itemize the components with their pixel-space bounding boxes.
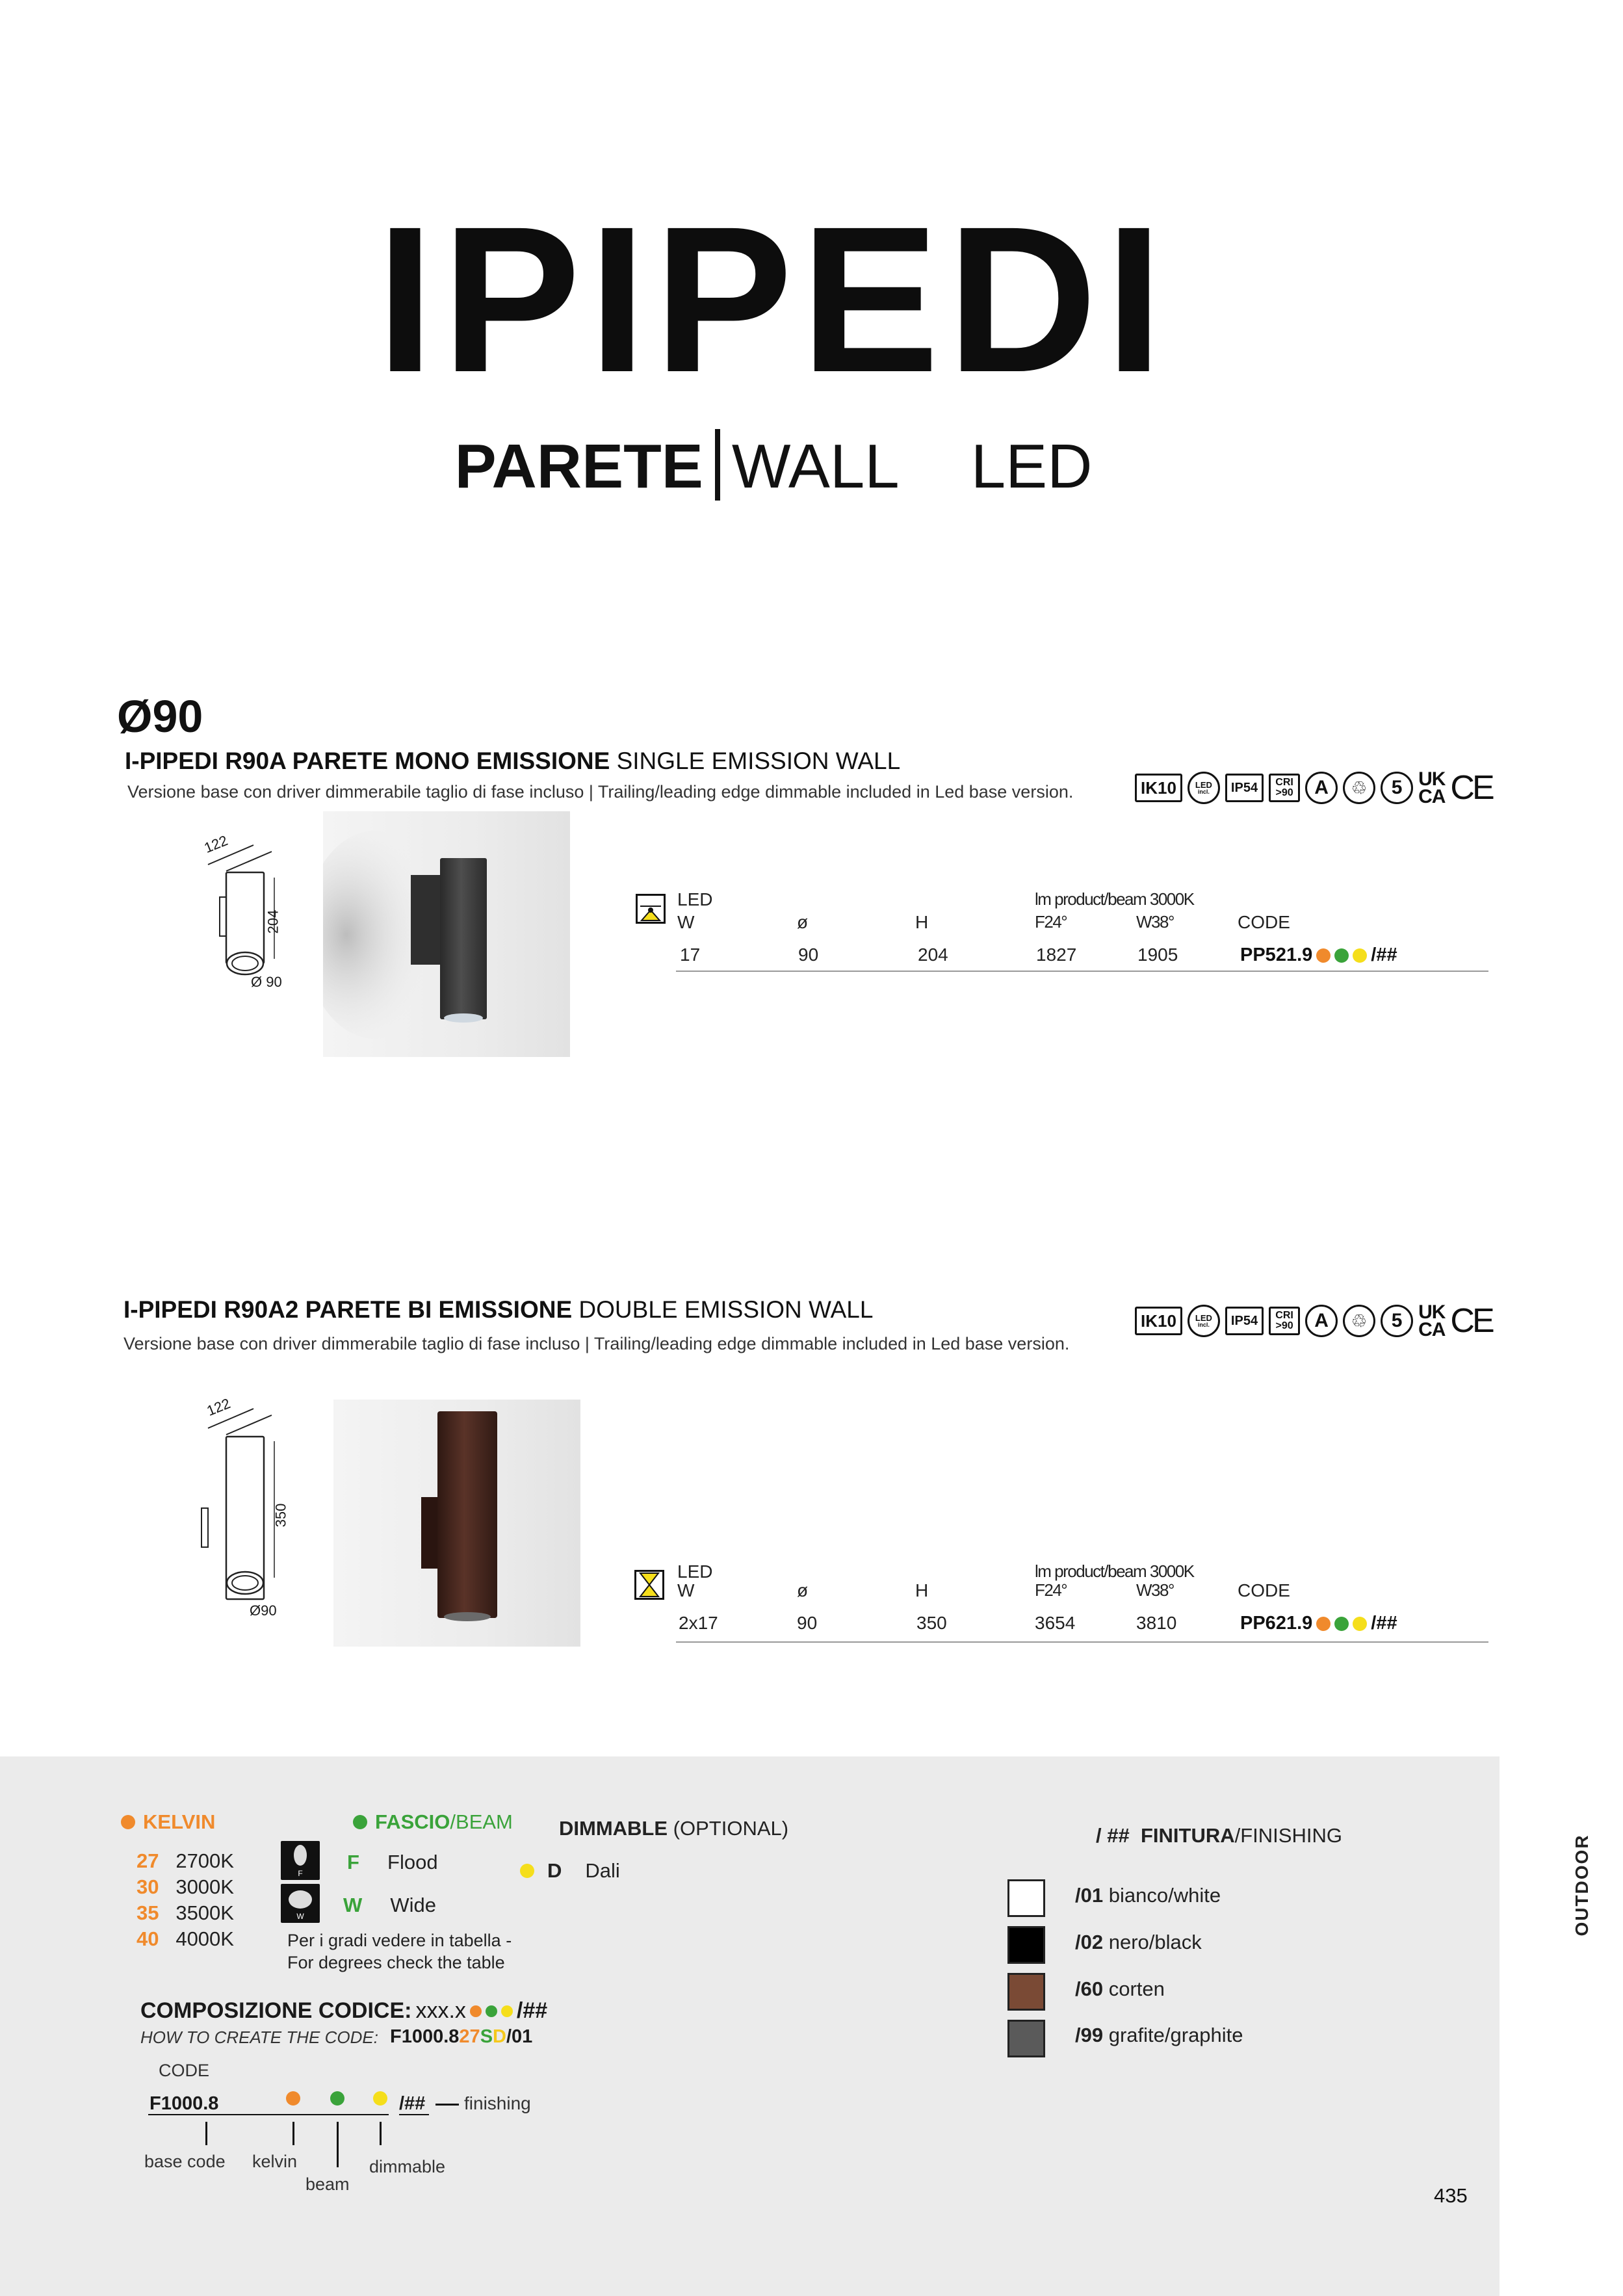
double-emission-icon (634, 1570, 664, 1600)
product-2-photo (333, 1400, 580, 1647)
ukca-icon: UK CA (1418, 1301, 1446, 1340)
product-1-title-bold: I-PIPEDI R90A PARETE MONO EMISSIONE (125, 748, 610, 774)
side-label: OUTDOOR (1572, 1834, 1592, 1937)
kelvin-item: 30 3000K (136, 1875, 234, 1898)
spec-header-wide: W38° (1136, 912, 1174, 932)
product-1-code: PP521.9 (1240, 945, 1313, 965)
product-1-photo (323, 811, 570, 1057)
product-1-spec-table (630, 887, 1495, 978)
finish-suffix: /## (1371, 1613, 1397, 1634)
spec-header-h: H (915, 912, 929, 932)
product-1-title-regular: SINGLE EMISSION WALL (616, 748, 901, 774)
beam-note-line-2: For degrees check the table (287, 1953, 505, 1972)
flood-beam-icon (281, 1841, 320, 1880)
diagram-finish-label: finishing (464, 2093, 531, 2113)
beam-note (287, 1929, 512, 1974)
product-1-width-label: 122 (201, 832, 230, 857)
diagram-kelvin-dot (286, 2091, 300, 2106)
kelvin-dot (121, 1815, 135, 1829)
finish-swatch-black (1007, 1926, 1045, 1964)
ik10-icon: IK10 (1135, 1307, 1182, 1335)
ukca-icon: UK CA (1418, 768, 1446, 807)
product-2-height-label: 350 (272, 1503, 289, 1528)
warranty-5-icon: 5 (1381, 772, 1413, 804)
spec-value-w: 17 (680, 945, 701, 965)
diagram-finish-underline (399, 2114, 429, 2115)
spec-header-flood: F24° (1035, 912, 1067, 932)
diagram-beam-dot (330, 2091, 344, 2106)
spec-rule (676, 971, 1488, 972)
subtitle-led: LED (970, 432, 1093, 501)
spec-header-h: H (915, 1580, 929, 1600)
finish-suffix: /## (1371, 945, 1397, 965)
product-2-certifications (1135, 1302, 1492, 1340)
product-1-description: Versione base con driver dimmerabile taglio di fase incluso | Trailing/leading edge dimmable included in Led base version. (127, 782, 1074, 802)
subtitle-parete: PARETE (454, 432, 703, 501)
led-included-icon: LED incl. (1188, 772, 1220, 804)
kelvin-dot (1316, 1617, 1331, 1631)
kelvin-item: 35 3500K (136, 1901, 234, 1924)
diagram-tick-kelvin (292, 2122, 294, 2145)
kelvin-dot (1316, 948, 1331, 963)
spec-header-lumen: lm product/beam 3000K (1035, 1561, 1194, 1581)
diagram-code-label: CODE (159, 2061, 210, 2080)
spec-header-w: W (677, 1580, 695, 1600)
finish-item-graphite: /99 grafite/graphite (1075, 2024, 1243, 2046)
product-2-description: Versione base con driver dimmerabile taglio di fase incluso | Trailing/leading edge dimmable included in Led base version. (123, 1334, 1070, 1353)
spec-header-wide: W38° (1136, 1580, 1174, 1600)
product-2-width-label: 122 (204, 1395, 233, 1420)
page-title: IPIPEDI (376, 183, 1171, 415)
finish-item-corten: /60 corten (1075, 1977, 1165, 2000)
beam-dot (1334, 948, 1349, 963)
energy-class-icon: A (1305, 1305, 1338, 1337)
spec-value-diameter: 90 (798, 945, 819, 965)
subtitle-separator (715, 429, 720, 501)
dimmable-dot (1353, 948, 1367, 963)
dimmable-dot (1353, 1617, 1367, 1631)
diagram-tick-base (205, 2122, 207, 2145)
finish-swatch-graphite (1007, 2020, 1045, 2057)
kelvin-list (136, 1848, 234, 1952)
product-2-code: PP621.9 (1240, 1613, 1313, 1634)
dimmable-dot (520, 1864, 534, 1878)
beam-note-line-1: Per i gradi vedere in tabella - (287, 1931, 512, 1950)
beam-dot (486, 2005, 497, 2017)
led-included-icon: LED incl. (1188, 1305, 1220, 1337)
spec-value-wide: 3810 (1136, 1613, 1177, 1633)
diagram-tick-dimmable (380, 2122, 382, 2145)
dimmable-legend-title: DIMMABLE (OPTIONAL) (559, 1817, 789, 1840)
recycle-icon: ♲ (1343, 1305, 1375, 1337)
product-2-diameter-label: Ø90 (250, 1602, 277, 1619)
product-1-certifications (1135, 769, 1492, 807)
finish-legend-title: / ## FINITURA/FINISHING (1096, 1824, 1342, 1847)
beam-dot (1334, 1617, 1349, 1631)
diagram-finish-code: /## (399, 2093, 426, 2114)
wide-beam-icon (281, 1884, 320, 1923)
howto-label: HOW TO CREATE THE CODE: (140, 2028, 378, 2047)
ik10-icon: IK10 (1135, 774, 1182, 802)
diagram-base-label: base code (144, 2152, 226, 2171)
spec-rule (676, 1641, 1488, 1643)
spec-value-flood: 1827 (1036, 945, 1077, 965)
diagram-kelvin-label: kelvin (252, 2152, 298, 2171)
diagram-finish-dash (435, 2104, 459, 2106)
diagram-underline (148, 2114, 389, 2115)
ce-icon: CE (1450, 1302, 1492, 1340)
product-1-title (125, 748, 900, 775)
spec-value-code (1240, 1613, 1397, 1634)
warranty-5-icon: 5 (1381, 1305, 1413, 1337)
cri-icon: CRI >90 (1269, 1307, 1300, 1335)
ip54-icon: IP54 (1225, 774, 1264, 802)
diagram-tick-beam (337, 2122, 339, 2167)
diagram-beam-label: beam (305, 2174, 350, 2194)
spec-header-flood: F24° (1035, 1580, 1067, 1600)
spec-header-led: LED (677, 889, 713, 909)
ce-icon: CE (1450, 769, 1492, 807)
page-number: 435 (1434, 2184, 1468, 2207)
spec-header-w: W (677, 912, 695, 932)
spec-value-h: 204 (918, 945, 948, 965)
cri-icon: CRI >90 (1269, 774, 1300, 802)
product-2-dimension-drawing (188, 1394, 318, 1615)
dimmable-item-dali: D Dali (520, 1859, 620, 1883)
spec-value-diameter: 90 (797, 1613, 818, 1633)
spec-value-w: 2x17 (679, 1613, 718, 1633)
spec-header-lumen: lm product/beam 3000K (1035, 889, 1194, 909)
product-2-title-regular: DOUBLE EMISSION WALL (578, 1296, 874, 1323)
kelvin-dot (470, 2005, 482, 2017)
beam-legend-title: FASCIO/BEAM (353, 1810, 513, 1834)
kelvin-legend-title: KELVIN (121, 1810, 215, 1834)
diameter-heading: Ø90 (117, 691, 203, 742)
spec-header-diameter: ø (797, 1580, 809, 1600)
spec-header-code: CODE (1238, 1580, 1290, 1600)
page-subtitle (0, 429, 1547, 501)
spec-value-code (1240, 945, 1397, 966)
product-2-spec-table (630, 1556, 1495, 1647)
beam-item-wide: W Wide (343, 1894, 436, 1916)
beam-item-flood: F Flood (347, 1851, 438, 1873)
spec-header-code: CODE (1238, 912, 1290, 932)
product-1-height-label: 204 (265, 909, 281, 934)
energy-class-icon: A (1305, 772, 1338, 804)
product-2-title-bold: I-PIPEDI R90A2 PARETE BI EMISSIONE (123, 1296, 573, 1323)
svg-text:F: F (298, 1869, 303, 1878)
finish-swatch-white (1007, 1879, 1045, 1917)
dimmable-dot (501, 2005, 513, 2017)
howto-example: F1000.827SD/01 (390, 2026, 533, 2047)
spec-header-diameter: ø (797, 912, 809, 932)
recycle-icon: ♲ (1343, 772, 1375, 804)
svg-text:W: W (296, 1912, 304, 1921)
product-2-title (123, 1296, 873, 1324)
diagram-dimmable-dot (373, 2091, 387, 2106)
kelvin-item: 27 2700K (136, 1849, 234, 1872)
product-1-diameter-label: Ø 90 (251, 974, 282, 990)
finish-item-white: /01 bianco/white (1075, 1884, 1221, 1907)
spec-header-led: LED (677, 1561, 713, 1582)
single-emission-icon (636, 894, 666, 924)
code-composition-title: COMPOSIZIONE CODICE: xxx.x /## (140, 1998, 548, 2023)
diagram-base-code: F1000.8 (149, 2093, 219, 2114)
finish-swatch-corten (1007, 1973, 1045, 2011)
subtitle-wall: WALL (731, 432, 900, 501)
kelvin-item: 40 4000K (136, 1927, 234, 1950)
spec-value-h: 350 (916, 1613, 947, 1633)
spec-value-flood: 3654 (1035, 1613, 1076, 1633)
beam-dot (353, 1815, 367, 1829)
diagram-dimmable-label: dimmable (369, 2157, 446, 2176)
finish-item-black: /02 nero/black (1075, 1931, 1202, 1953)
spec-value-wide: 1905 (1137, 945, 1178, 965)
ip54-icon: IP54 (1225, 1307, 1264, 1335)
